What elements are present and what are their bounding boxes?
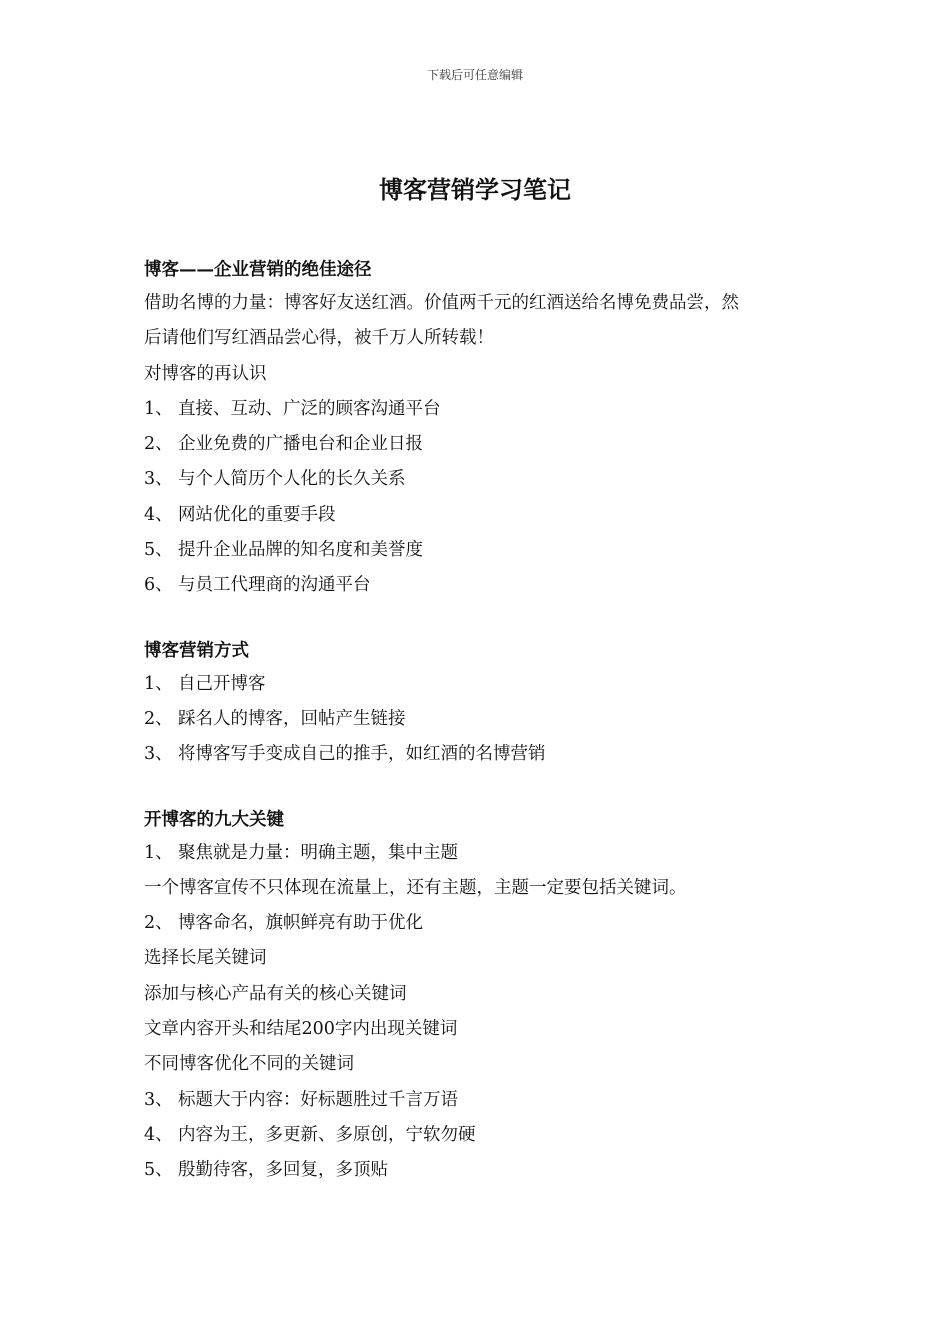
list-item bbox=[144, 836, 824, 871]
section-nine-keys bbox=[144, 804, 824, 1189]
list-number: 6、 bbox=[144, 575, 173, 596]
list-item-text: 博客命名，旗帜鲜亮有助于优化 bbox=[178, 913, 423, 934]
list-item bbox=[144, 392, 824, 427]
line-text: 对博客的再认识 bbox=[144, 363, 267, 384]
list-item-text: 与个人简历个人化的长久关系 bbox=[178, 469, 406, 490]
list-number: 4、 bbox=[144, 1124, 173, 1145]
paragraph-line bbox=[144, 977, 824, 1012]
line-text: 文章内容开头和结尾200字内出现关键词 bbox=[144, 1019, 458, 1040]
list-number: 5、 bbox=[144, 1160, 173, 1181]
line-text: 借助名博的力量：博客好友送红酒。价值两千元的红酒送给名博免费品尝，然 bbox=[144, 293, 739, 313]
list-number: 3、 bbox=[144, 1089, 173, 1110]
list-item bbox=[144, 737, 824, 772]
list-item-text: 直接、互动、广泛的顾客沟通平台 bbox=[178, 398, 441, 419]
list-item bbox=[144, 906, 824, 941]
list-item bbox=[144, 533, 824, 568]
list-item-text: 标题大于内容：好标题胜过千言万语 bbox=[178, 1089, 458, 1110]
list-item bbox=[144, 462, 824, 497]
section-marketing-methods bbox=[144, 635, 824, 773]
list-item-text: 网站优化的重要手段 bbox=[178, 504, 336, 525]
line-text: 一个博客宣传不只体现在流量上，还有主题，主题一定要包括关键词。 bbox=[144, 877, 687, 898]
list-item-text: 提升企业品牌的知名度和美誉度 bbox=[178, 540, 423, 561]
list-item bbox=[144, 568, 824, 603]
list-number: 1、 bbox=[144, 842, 173, 863]
section-blog-channel bbox=[144, 254, 824, 604]
list-item-text: 将博客写手变成自己的推手，如红酒的名博营销 bbox=[178, 744, 546, 765]
list-item-text: 与员工代理商的沟通平台 bbox=[178, 575, 371, 596]
document-title: 博客营销学习笔记 bbox=[379, 175, 571, 204]
list-item bbox=[144, 1083, 824, 1118]
line-text: 后请他们写红酒品尝心得，被千万人所转载！ bbox=[144, 328, 494, 349]
line-text: 不同博客优化不同的关键词 bbox=[144, 1054, 354, 1075]
list-item bbox=[144, 1153, 824, 1188]
list-number: 1、 bbox=[144, 673, 173, 694]
line-text: 选择长尾关键词 bbox=[144, 948, 267, 969]
list-number: 2、 bbox=[144, 708, 173, 729]
list-item bbox=[144, 667, 824, 702]
paragraph-line bbox=[144, 321, 824, 356]
list-item bbox=[144, 1118, 824, 1153]
list-item-text: 聚焦就是力量：明确主题，集中主题 bbox=[178, 842, 458, 863]
list-number: 1、 bbox=[144, 398, 173, 419]
list-item-text: 企业免费的广播电台和企业日报 bbox=[178, 434, 423, 455]
list-item-text: 内容为王，多更新、多原创，宁软勿硬 bbox=[178, 1124, 476, 1145]
list-item bbox=[144, 498, 824, 533]
document-body bbox=[144, 254, 824, 1220]
list-number: 3、 bbox=[144, 469, 173, 490]
paragraph-line bbox=[144, 286, 824, 321]
paragraph-line bbox=[144, 1047, 824, 1082]
list-number: 4、 bbox=[144, 504, 173, 525]
paragraph-line bbox=[144, 357, 824, 392]
list-number: 2、 bbox=[144, 434, 173, 455]
list-item bbox=[144, 702, 824, 737]
section-heading: 博客——企业营销的绝佳途径 bbox=[144, 260, 372, 280]
list-number: 3、 bbox=[144, 744, 173, 765]
list-item bbox=[144, 427, 824, 462]
line-text: 添加与核心产品有关的核心关键词 bbox=[144, 983, 407, 1004]
page-header: 下载后可任意编辑 bbox=[426, 68, 523, 82]
paragraph-line bbox=[144, 941, 824, 976]
list-item-text: 踩名人的博客，回帖产生链接 bbox=[178, 708, 406, 729]
list-item-text: 殷勤待客，多回复，多顶贴 bbox=[178, 1160, 388, 1181]
section-heading: 开博客的九大关键 bbox=[144, 809, 284, 830]
list-number: 5、 bbox=[144, 540, 173, 561]
section-heading: 博客营销方式 bbox=[144, 640, 249, 661]
paragraph-line bbox=[144, 1012, 824, 1047]
paragraph-line bbox=[144, 871, 824, 906]
list-item-text: 自己开博客 bbox=[178, 673, 266, 694]
list-number: 2、 bbox=[144, 913, 173, 934]
